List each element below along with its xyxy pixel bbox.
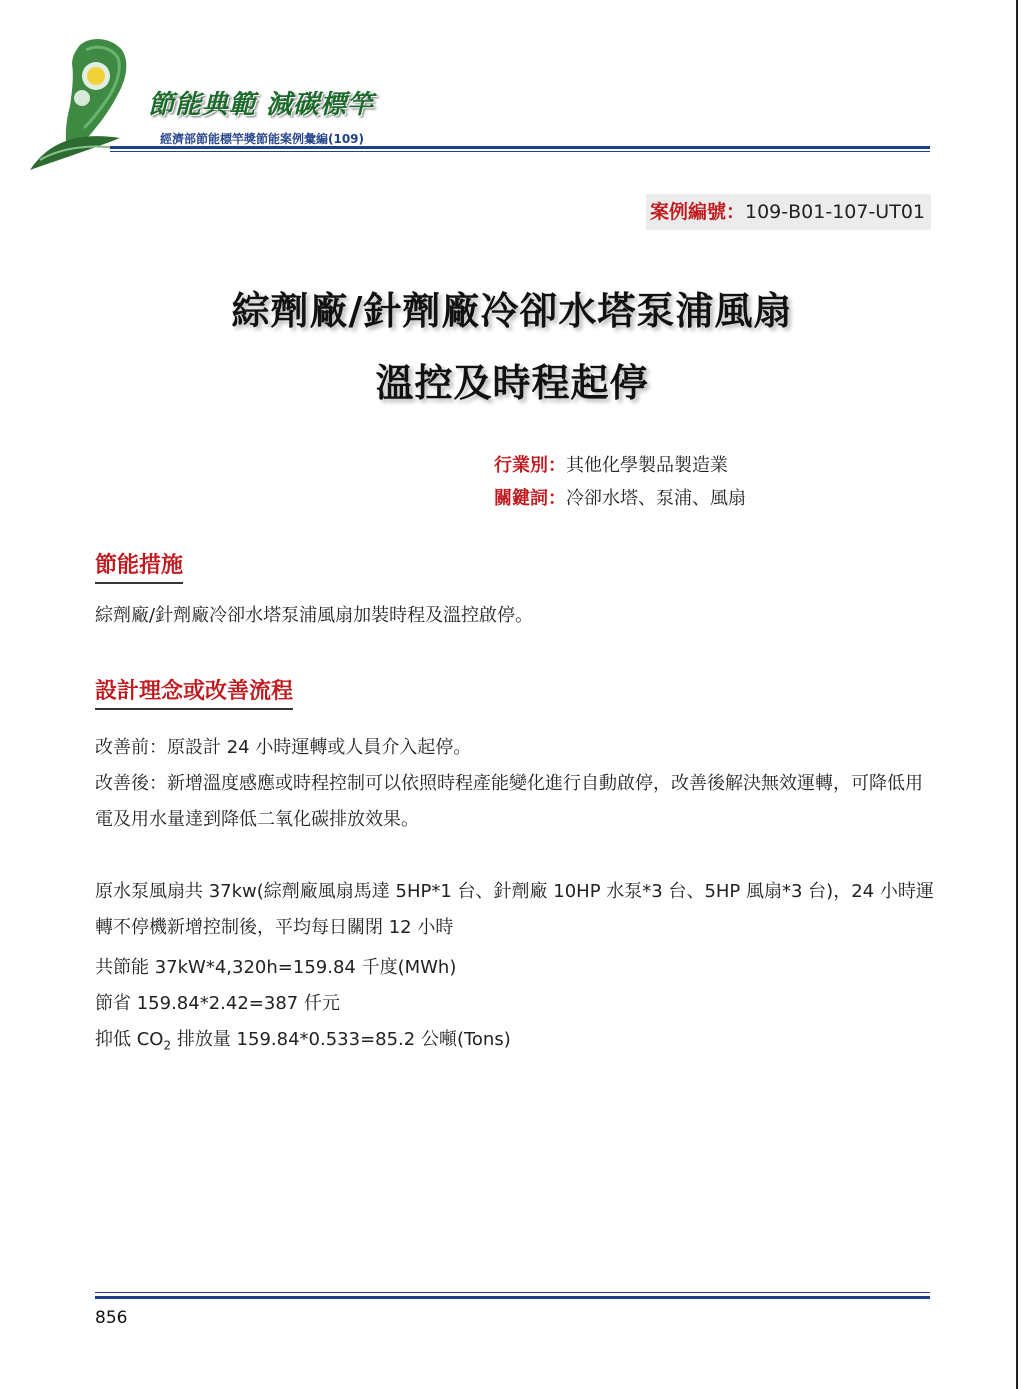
case-number-value: 109-B01-107-UT01 bbox=[745, 201, 925, 223]
calc-paragraph: 原水泵風扇共 37kw(綜劑廠風扇馬達 5HP*1 台、針劑廠 10HP 水泵*3 台、5HP 風扇*3 台)，24 小時運轉不停機新增控制後，平均每日關閉 12 小時 bbox=[95, 881, 934, 938]
brand-title: 節能典範 減碳標竿 bbox=[148, 90, 375, 120]
case-number-box bbox=[646, 194, 931, 230]
taiwan-dandelion-logo bbox=[20, 20, 150, 180]
header-rule-thin bbox=[110, 151, 930, 152]
co2-subscript: 2 bbox=[163, 1038, 172, 1053]
co2-prefix: 抑低 CO bbox=[95, 1029, 164, 1050]
measures-text: 綜劑廠/針劑廠冷卻水塔泵浦風扇加裝時程及溫控啟停。 bbox=[95, 605, 534, 626]
header-rule bbox=[110, 146, 930, 149]
after-text: 改善後：新增溫度感應或時程控制可以依照時程產能變化進行自動啟停，改善後解決無效運轉，可降低用電及用水量達到降低二氧化碳排放效果。 bbox=[95, 773, 923, 830]
case-number-label: 案例編號： bbox=[649, 201, 745, 223]
footer-rule-thin bbox=[95, 1292, 930, 1293]
document-title-line-2: 溫控及時程起停 bbox=[375, 361, 649, 405]
industry-value: 其他化學製品製造業 bbox=[566, 455, 728, 476]
keywords-value: 冷卻水塔、泵浦、風扇 bbox=[566, 488, 746, 509]
keywords-label: 關鍵詞： bbox=[494, 488, 566, 509]
before-text: 改善前：原設計 24 小時運轉或人員介入起停。 bbox=[95, 737, 472, 758]
industry-row bbox=[494, 451, 728, 477]
calc-co2-reduction bbox=[95, 1022, 935, 1064]
page-number: 856 bbox=[95, 1308, 128, 1328]
measures-heading: 節能措施 bbox=[95, 548, 183, 584]
keywords-row bbox=[494, 484, 746, 510]
calc-energy-saving: 共節能 37kW*4,320h=159.84 千度(MWh) bbox=[95, 957, 457, 978]
document-title-line-1: 綜劑廠/針劑廠冷卻水塔泵浦風扇 bbox=[231, 289, 793, 333]
industry-label: 行業別： bbox=[494, 455, 566, 476]
design-heading: 設計理念或改善流程 bbox=[95, 674, 293, 710]
footer-rule bbox=[95, 1296, 930, 1299]
header-subtitle: 經濟部節能標竿獎節能案例彙編(109) bbox=[160, 132, 365, 146]
calc-cost-saving: 節省 159.84*2.42=387 仟元 bbox=[95, 993, 340, 1014]
page-header bbox=[0, 0, 1024, 190]
page-edge-line bbox=[1016, 0, 1018, 1389]
co2-suffix: 排放量 159.84*0.533=85.2 公噸(Tons) bbox=[171, 1029, 511, 1050]
